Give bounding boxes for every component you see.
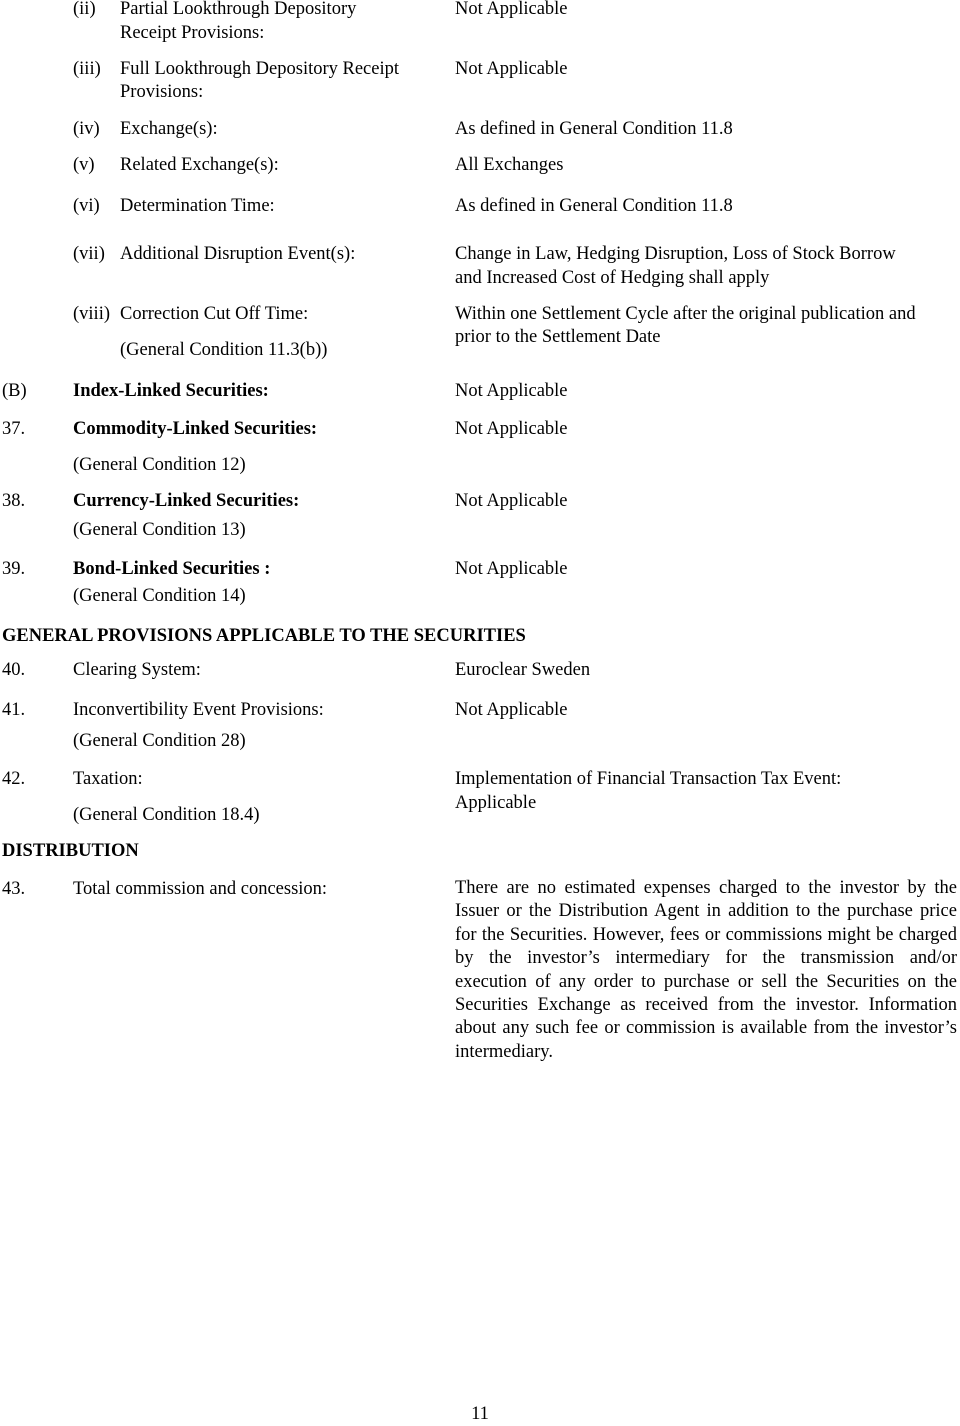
general-provisions-heading: GENERAL PROVISIONS APPLICABLE TO THE SECURITIES	[2, 626, 526, 646]
row-iii-label-line2: Provisions:	[120, 82, 204, 102]
row-viii-value-line1: Within one Settlement Cycle after the original publication and	[455, 304, 916, 324]
row-ii-value: Not Applicable	[455, 0, 568, 19]
row-vi-value: As defined in General Condition 11.8	[455, 196, 733, 216]
row-iv-value: As defined in General Condition 11.8	[455, 119, 733, 139]
item-38-value: Not Applicable	[455, 491, 568, 511]
row-vi-number: (vi)	[73, 196, 100, 216]
item-43-value: There are no estimated expenses charged to the investor by the Issuer or the Distribution Agent in addition to the purchase price for the Securities. However, fees or commissions might be charged by the investor’s intermediary for the transmission and/or execution of any order to purchase or sell the Securities on the Securities Exchange as received from the investor. Information about any such fee or commission is available from the investor’s intermediary.	[455, 878, 957, 1062]
row-viii-value-line2: prior to the Settlement Date	[455, 327, 661, 347]
row-iii-number: (iii)	[73, 59, 101, 79]
item-39-label: Bond-Linked Securities :	[73, 559, 271, 579]
item-42-label: Taxation:	[73, 769, 143, 789]
item-41-value: Not Applicable	[455, 700, 568, 720]
item-38-label: Currency-Linked Securities:	[73, 491, 300, 511]
row-vii-number: (vii)	[73, 244, 105, 264]
row-vii-value-line1: Change in Law, Hedging Disruption, Loss of Stock Borrow	[455, 244, 896, 264]
row-v-value: All Exchanges	[455, 155, 564, 175]
item-43-number: 43.	[2, 879, 26, 899]
item-41-label: Inconvertibility Event Provisions:	[73, 700, 324, 720]
item-40-label: Clearing System:	[73, 660, 201, 680]
item-42-number: 42.	[2, 769, 26, 789]
row-v-number: (v)	[73, 155, 95, 175]
row-viii-condition: (General Condition 11.3(b))	[120, 340, 328, 360]
row-vi-label: Determination Time:	[120, 196, 275, 216]
item-38-condition: (General Condition 13)	[73, 520, 246, 540]
item-42-value-line1: Implementation of Financial Transaction Tax Event:	[455, 769, 842, 789]
item-37-value: Not Applicable	[455, 419, 568, 439]
row-iv-number: (iv)	[73, 119, 100, 139]
item-43-label: Total commission and concession:	[73, 879, 328, 899]
row-ii-number: (ii)	[73, 0, 96, 19]
distribution-heading: DISTRIBUTION	[2, 841, 139, 861]
item-39-condition: (General Condition 14)	[73, 586, 246, 606]
item-40-value: Euroclear Sweden	[455, 660, 591, 680]
row-viii-label: Correction Cut Off Time:	[120, 304, 309, 324]
item-37-number: 37.	[2, 419, 26, 439]
row-iv-label: Exchange(s):	[120, 119, 218, 139]
row-iii-value: Not Applicable	[455, 59, 568, 79]
row-b-number: (B)	[2, 381, 27, 401]
row-viii-number: (viii)	[73, 304, 110, 324]
row-b-value: Not Applicable	[455, 381, 568, 401]
item-40-number: 40.	[2, 660, 26, 680]
item-42-condition: (General Condition 18.4)	[73, 805, 260, 825]
row-v-label: Related Exchange(s):	[120, 155, 279, 175]
item-42-value-line2: Applicable	[455, 793, 537, 813]
item-41-condition: (General Condition 28)	[73, 731, 246, 751]
item-41-number: 41.	[2, 700, 26, 720]
row-ii-label-line1: Partial Lookthrough Depository	[120, 0, 357, 19]
row-vii-value-line2: and Increased Cost of Hedging shall apply	[455, 268, 770, 288]
row-b-label: Index-Linked Securities:	[73, 381, 269, 401]
page-number: 11	[471, 1404, 489, 1424]
item-37-label: Commodity-Linked Securities:	[73, 419, 318, 439]
item-39-value: Not Applicable	[455, 559, 568, 579]
item-39-number: 39.	[2, 559, 26, 579]
item-38-number: 38.	[2, 491, 26, 511]
row-ii-label-line2: Receipt Provisions:	[120, 23, 265, 43]
row-vii-label: Additional Disruption Event(s):	[120, 244, 356, 264]
row-iii-label-line1: Full Lookthrough Depository Receipt	[120, 59, 400, 79]
item-37-condition: (General Condition 12)	[73, 455, 246, 475]
